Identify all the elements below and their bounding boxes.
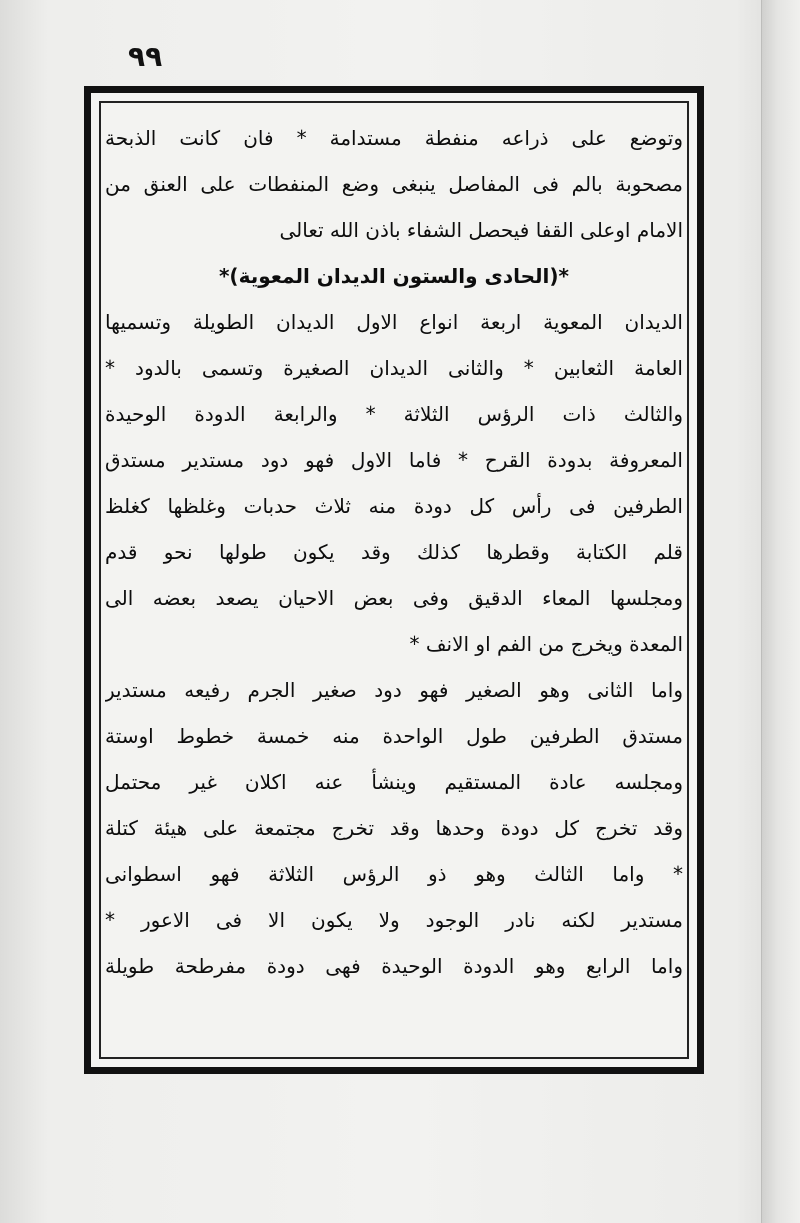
text-line: ومجلسه عادة المستقيم وينشأ عنه اكلان غير محتمل <box>105 770 683 794</box>
text-line: قلم الكتابة وقطرها كذلك وقد يكون طولها نحو قدم <box>105 540 683 564</box>
text-line: الديدان المعوية اربعة انواع الاول الديدان الطويلة وتسميها <box>105 310 683 334</box>
text-line: * واما الثالث وهو ذو الرؤس الثلاثة فهو اسطوانى <box>105 862 683 886</box>
text-line: مستدير لكنه نادر الوجود ولا يكون الا فى الاعور * <box>105 908 683 932</box>
text-line: مصحوبة بالم فى المفاصل ينبغى وضع المنفطات على العنق من <box>105 172 683 196</box>
text-line: واما الرابع وهو الدودة الوحيدة فهى دودة مفرطحة طويلة <box>105 954 683 978</box>
text-line: المعروفة بدودة القرح * فاما الاول فهو دود مستدير مستدق <box>105 448 683 472</box>
text-line: ومجلسها المعاء الدقيق وفى بعض الاحيان يصعد بعضه الى <box>105 586 683 610</box>
text-frame <box>84 86 704 1074</box>
text-line: الطرفين فى رأس كل دودة منه ثلاث حدبات وغلظها كغلظ <box>105 494 683 518</box>
text-line: وتوضع على ذراعه منفطة مستدامة * فان كانت الذبحة <box>105 126 683 150</box>
text-line: العامة الثعابين * والثانى الديدان الصغيرة وتسمى بالدود * <box>105 356 683 380</box>
text-line: مستدق الطرفين طول الواحدة منه خمسة خطوط اوستة <box>105 724 683 748</box>
text-line: والثالث ذات الرؤس الثلاثة * والرابعة الدودة الوحيدة <box>105 402 683 426</box>
body-text <box>105 115 683 989</box>
page-edge-shadow <box>761 0 800 1223</box>
text-line: الامام اوعلى القفا فيحصل الشفاء باذن الله تعالى <box>279 218 683 242</box>
text-line: وقد تخرج كل دودة وحدها وقد تخرج مجتمعة على هيئة كتلة <box>105 816 683 840</box>
text-line: المعدة ويخرج من الفم او الانف * <box>409 632 683 656</box>
page-number: ٩٩ <box>128 40 163 73</box>
text-line: واما الثانى وهو الصغير فهو دود صغير الجرم رفيعه مستدير <box>105 678 683 702</box>
section-heading: *(الحادى والستون الديدان المعوية)* <box>218 264 570 288</box>
